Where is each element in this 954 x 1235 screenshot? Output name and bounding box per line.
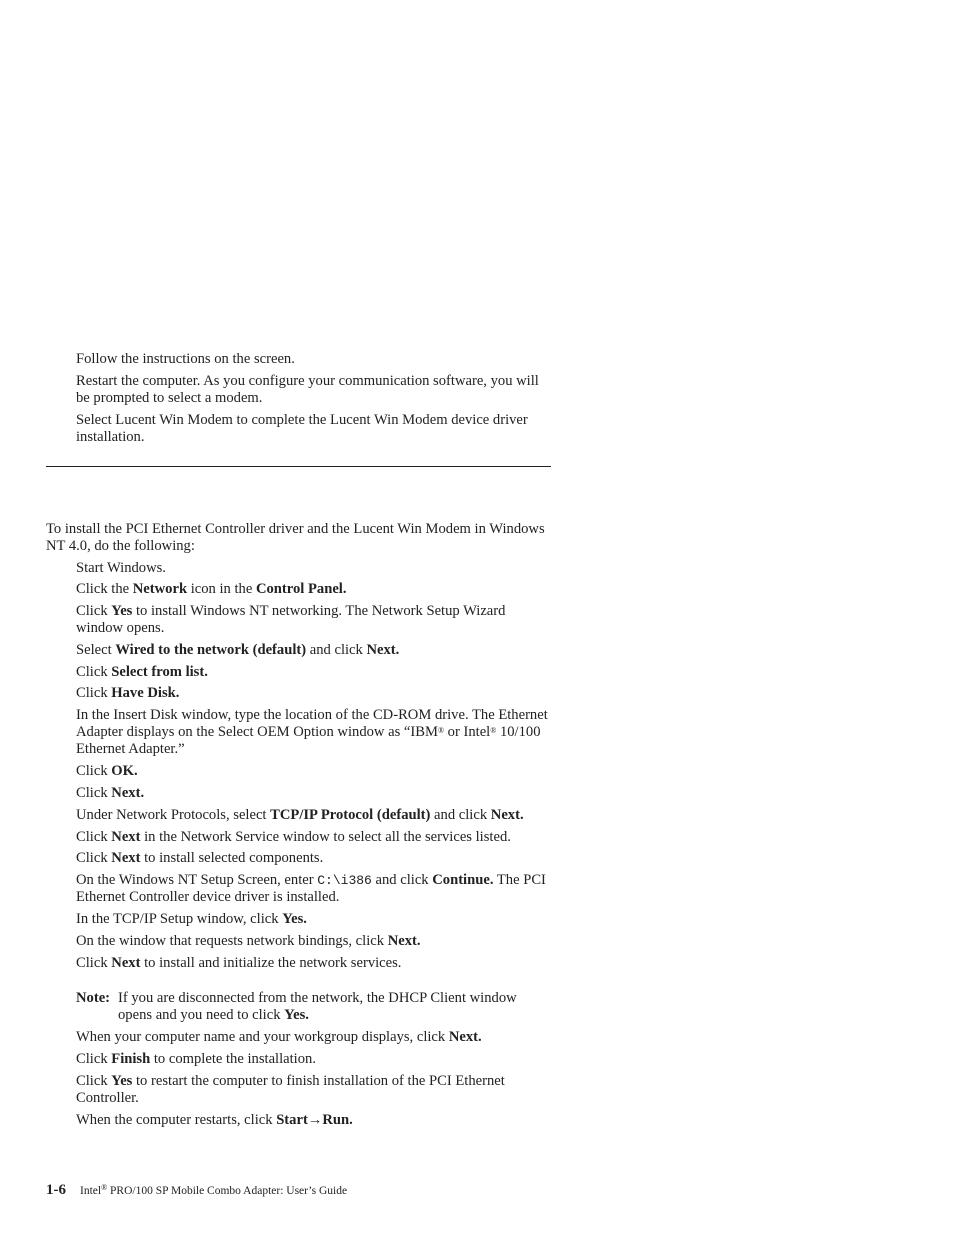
step-11: Click Next in the Network Service window to select all the services listed. xyxy=(76,829,511,845)
footer-title-b: PRO/100 SP Mobile Combo Adapter: User’s Guide xyxy=(107,1185,348,1197)
step-19: Click Yes to restart the computer to finish installation of the PCI Ethernet Controller. xyxy=(76,1073,505,1106)
step-restart: Restart the computer. As you configure your communication software, you will be prompted to select a modem. xyxy=(76,373,539,406)
step-select-modem: Select Lucent Win Modem to complete the Lucent Win Modem device driver installation. xyxy=(76,412,528,445)
step-4: Select Wired to the network (default) and click Next. xyxy=(76,642,400,658)
step-18: Click Finish to complete the installation. xyxy=(76,1051,316,1067)
step-5: Click Select from list. xyxy=(76,664,208,680)
step-6: Click Have Disk. xyxy=(76,685,180,701)
step-3: Click Yes to install Windows NT networking. The Network Setup Wizard window opens. xyxy=(76,603,506,636)
step-2: Click the Network icon in the Control Panel. xyxy=(76,581,347,597)
footer-title-a: Intel xyxy=(80,1185,102,1197)
note-label: Note: xyxy=(76,990,111,1006)
step-17: When your computer name and your workgroup displays, click Next. xyxy=(76,1029,482,1045)
page-number: 1-6 xyxy=(46,1182,66,1198)
step-14: In the TCP/IP Setup window, click Yes. xyxy=(76,911,307,927)
step-7: In the Insert Disk window, type the location of the CD-ROM drive. The Ethernet Adapter displays on the Select OEM Option window as “IBM® or Intel® 10/100 Ethernet Adapter.” xyxy=(76,707,548,757)
step-15: On the window that requests network bindings, click Next. xyxy=(76,933,421,949)
step-1: Start Windows. xyxy=(76,560,166,576)
step-9: Click Next. xyxy=(76,785,145,801)
step-follow-instructions: Follow the instructions on the screen. xyxy=(76,351,295,367)
step-16: Click Next to install and initialize the network services. xyxy=(76,955,402,971)
page-footer xyxy=(46,1182,347,1199)
note-text: If you are disconnected from the network, the DHCP Client window opens and you need to click Yes. xyxy=(118,990,517,1023)
section-divider xyxy=(46,466,551,467)
step-12: Click Next to install selected components. xyxy=(76,850,324,866)
section-intro: To install the PCI Ethernet Controller driver and the Lucent Win Modem in Windows NT 4.0, do the following: xyxy=(46,521,545,554)
registered-mark: ® xyxy=(101,1183,108,1192)
step-8: Click OK. xyxy=(76,763,138,779)
step-13: On the Windows NT Setup Screen, enter C:\i386 and click Continue. The PCI Ethernet Controller device driver is installed. xyxy=(76,872,546,905)
step-10: Under Network Protocols, select TCP/IP Protocol (default) and click Next. xyxy=(76,807,524,823)
step-20: When the computer restarts, click Start→Run. xyxy=(76,1112,353,1128)
